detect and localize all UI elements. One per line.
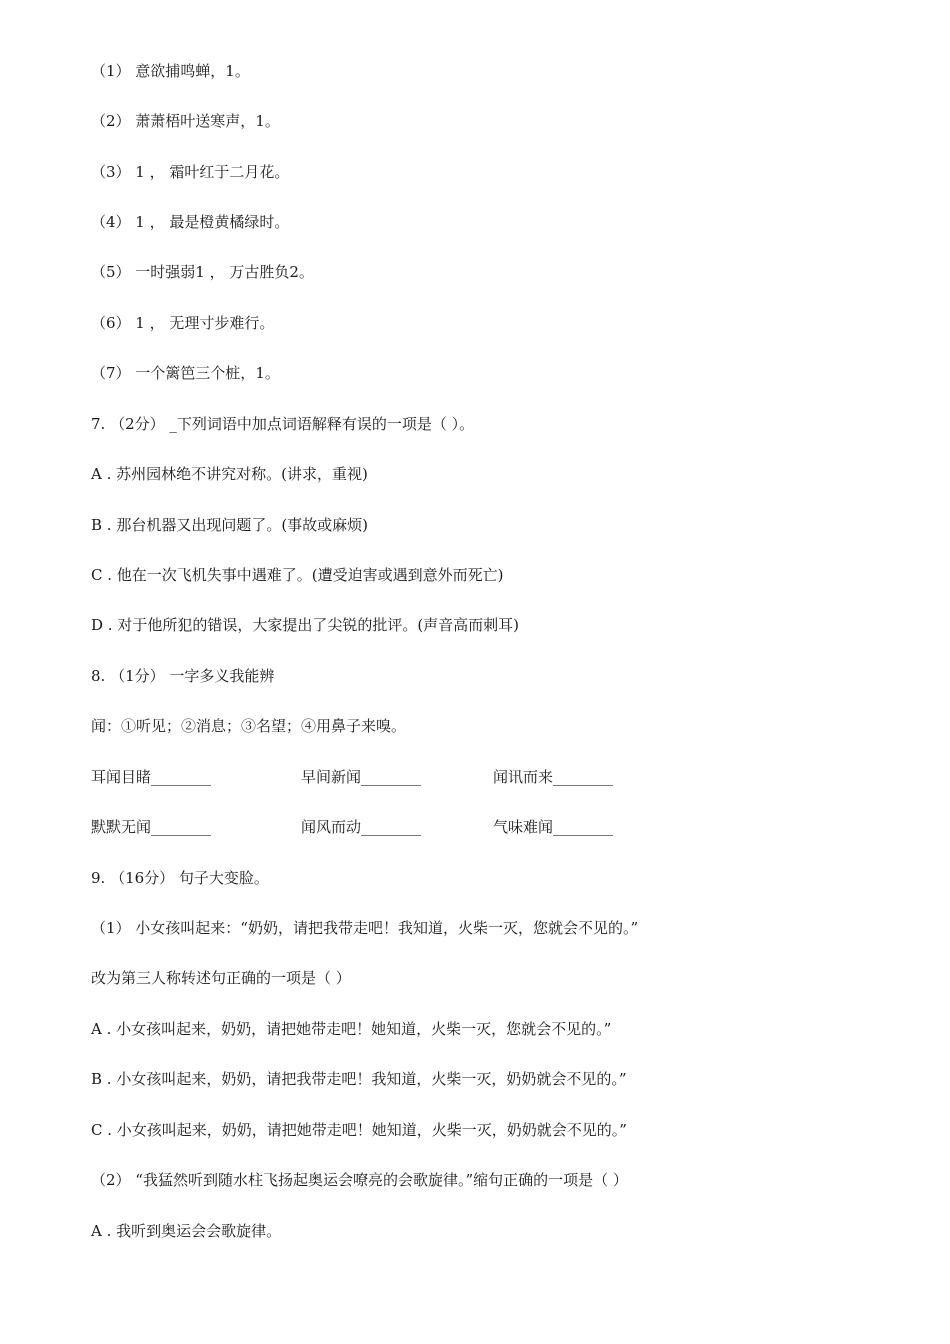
poem-line-2: （2） 萧萧梧叶送寒声，1。 (91, 112, 280, 130)
question-7-option-a: A . 苏州园林绝不讲究对称。(讲求，重视) (91, 465, 368, 483)
poem-line-4: （4） 1 ， 最是橙黄橘绿时。 (91, 213, 290, 231)
question-9-sub-1-option-b: B . 小女孩叫起来，奶奶，请把我带走吧！我知道，火柴一灭，奶奶就会不见的。” (91, 1070, 627, 1088)
poem-line-6: （6） 1 ， 无理寸步难行。 (91, 314, 275, 332)
question-9-sub-1: （1） 小女孩叫起来：“奶奶，请把我带走吧！我知道，火柴一灭，您就会不见的。” (91, 919, 639, 937)
poem-line-5: （5） 一时强弱1 ， 万古胜负2。 (91, 263, 314, 281)
question-8-stem: 8. （1分） 一字多义我能辨 (91, 667, 275, 685)
poem-line-3: （3） 1 ， 霜叶红于二月花。 (91, 163, 290, 181)
question-7-option-b: B . 那台机器又出现问题了。(事故或麻烦) (91, 516, 369, 534)
question-9-sub-1-option-a: A . 小女孩叫起来，奶奶，请把她带走吧！她知道，火柴一灭，您就会不见的。” (91, 1020, 612, 1038)
question-8-meanings: 闻：①听见；②消息；③名望；④用鼻子来嗅。 (91, 717, 407, 735)
poem-line-1: （1） 意欲捕鸣蝉，1。 (91, 62, 250, 80)
poem-line-7: （7） 一个篱笆三个桩，1。 (91, 364, 280, 382)
question-8-blank-1: 耳闻目睹________ (91, 768, 212, 786)
question-7-stem: 7. （2分） _下列词语中加点词语解释有误的一项是（ ）。 (91, 415, 475, 433)
question-9-stem: 9. （16分） 句子大变脸。 (91, 869, 269, 887)
question-8-blank-4: 默默无闻________ (91, 818, 212, 836)
question-8-blank-6: 气味难闻________ (493, 818, 614, 836)
question-9-sub-1-prompt: 改为第三人称转述句正确的一项是（ ） (91, 969, 351, 987)
question-9-sub-2-option-a: A . 我听到奥运会会歌旋律。 (91, 1222, 282, 1240)
question-9-sub-1-option-c: C . 小女孩叫起来，奶奶，请把她带走吧！她知道，火柴一灭，奶奶就会不见的。” (91, 1121, 627, 1139)
question-7-option-c: C . 他在一次飞机失事中遇难了。(遭受迫害或遇到意外而死亡) (91, 566, 504, 584)
question-8-blank-5: 闻风而动________ (301, 818, 422, 836)
question-8-blank-2: 早间新闻________ (301, 768, 422, 786)
question-9-sub-2: （2） “我猛然听到随水柱飞扬起奥运会嘹亮的会歌旋律。”缩句正确的一项是（ ） (91, 1171, 628, 1189)
question-7-option-d: D . 对于他所犯的错误，大家提出了尖锐的批评。(声音高而刺耳) (91, 616, 520, 634)
question-8-blank-3: 闻讯而来________ (493, 768, 614, 786)
